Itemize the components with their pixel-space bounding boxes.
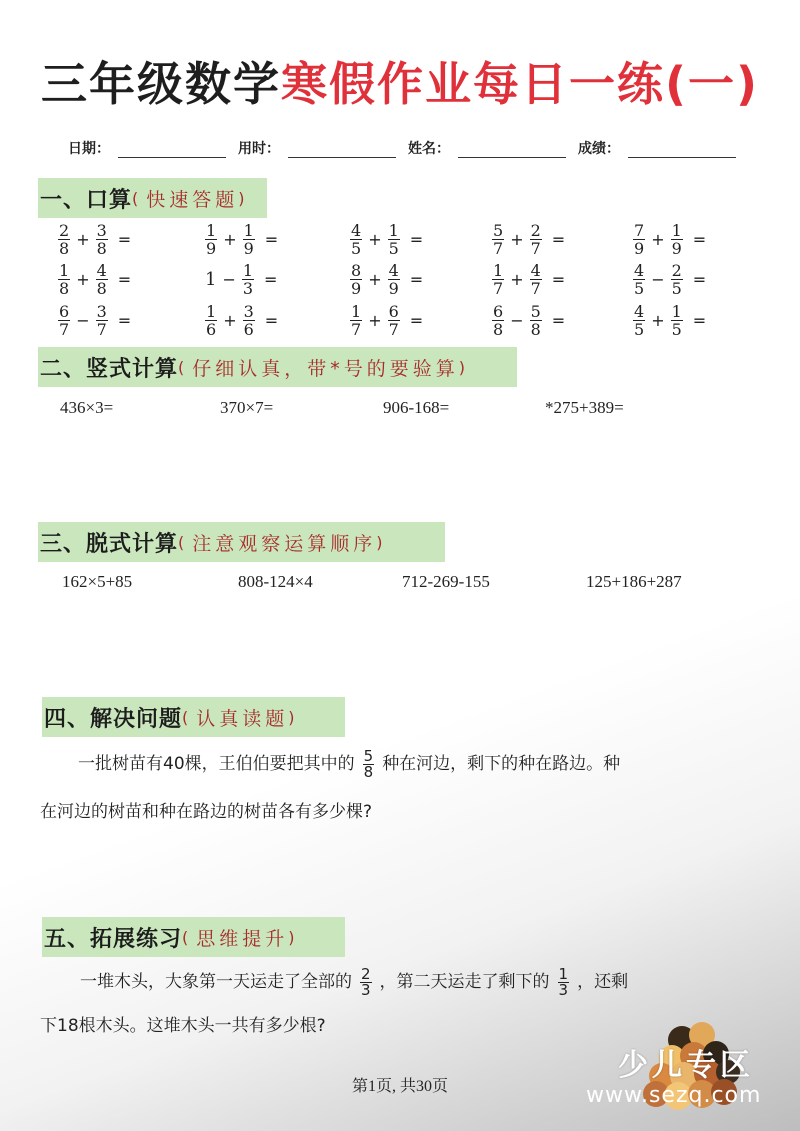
fraction bbox=[58, 222, 70, 257]
denominator: 5 bbox=[634, 279, 645, 298]
section-4-banner bbox=[42, 697, 345, 737]
whole-number: 1 bbox=[205, 269, 217, 290]
denominator: 5 bbox=[351, 239, 362, 258]
denominator: 8 bbox=[363, 762, 374, 781]
text: ，还剩 bbox=[577, 972, 629, 992]
date-label: 日期： bbox=[68, 141, 110, 157]
numerator: 2 bbox=[361, 964, 371, 983]
fraction bbox=[242, 262, 254, 297]
numerator: 5 bbox=[363, 746, 374, 765]
step-calc-2: 808-124×4 bbox=[238, 572, 313, 591]
fraction bbox=[350, 303, 362, 338]
watermark-brand: 少儿专区 bbox=[618, 1048, 754, 1083]
equals-sign: = bbox=[117, 311, 132, 330]
fraction bbox=[350, 262, 362, 297]
numerator: 1 bbox=[206, 302, 217, 321]
numerator: 2 bbox=[671, 261, 682, 280]
numerator: 2 bbox=[530, 221, 541, 240]
paren: ) bbox=[376, 532, 383, 552]
section-3-banner bbox=[38, 522, 445, 562]
denominator: 7 bbox=[59, 320, 70, 339]
paren: ( bbox=[178, 357, 185, 377]
mental-math-problem bbox=[633, 222, 706, 257]
denominator: 9 bbox=[388, 279, 399, 298]
score-blank[interactable] bbox=[628, 141, 736, 158]
fraction bbox=[530, 222, 542, 257]
equals-sign: = bbox=[264, 311, 279, 330]
fraction bbox=[96, 262, 108, 297]
denominator: 8 bbox=[96, 239, 107, 258]
score-label: 成绩： bbox=[578, 141, 620, 157]
paren: ) bbox=[458, 357, 466, 377]
text: ，第二天运走了剩下的 bbox=[379, 972, 550, 992]
info-row bbox=[68, 138, 768, 158]
date-blank[interactable] bbox=[118, 141, 226, 158]
equals-sign: = bbox=[551, 230, 566, 249]
fraction bbox=[633, 262, 645, 297]
equals-sign: = bbox=[117, 270, 132, 289]
operator: + bbox=[223, 311, 237, 330]
equals-sign: = bbox=[551, 311, 566, 330]
fraction bbox=[388, 262, 400, 297]
fraction bbox=[492, 303, 504, 338]
operator: + bbox=[223, 230, 237, 249]
mental-math-problem bbox=[205, 303, 278, 338]
fraction bbox=[671, 222, 683, 257]
section-5-subtitle: 思维提升 bbox=[196, 927, 289, 950]
paren: ) bbox=[238, 188, 245, 208]
section-2-subtitle: 仔细认真，带*号的要验算 bbox=[192, 357, 459, 380]
numerator: 7 bbox=[634, 221, 645, 240]
mental-math-problem bbox=[633, 303, 706, 338]
numerator: 3 bbox=[243, 302, 254, 321]
paren: ( bbox=[178, 532, 185, 552]
fraction bbox=[205, 303, 217, 338]
operator: + bbox=[368, 270, 382, 289]
vertical-calc-2: 370×7= bbox=[220, 398, 274, 417]
section-2-title: 二、竖式计算 bbox=[40, 356, 179, 382]
fraction bbox=[633, 222, 645, 257]
equals-sign: = bbox=[551, 270, 566, 289]
numerator: 3 bbox=[96, 221, 107, 240]
name-label: 姓名： bbox=[408, 141, 450, 157]
time-used-field[interactable] bbox=[238, 138, 396, 158]
time-used-label: 用时： bbox=[238, 141, 280, 157]
paren: ) bbox=[288, 707, 295, 727]
mental-math-problem bbox=[205, 222, 278, 257]
section-3-title: 三、脱式计算 bbox=[40, 531, 179, 557]
section-3-subtitle: 注意观察运算顺序 bbox=[192, 532, 377, 555]
fraction bbox=[671, 303, 683, 338]
fraction bbox=[530, 262, 542, 297]
numerator: 6 bbox=[388, 302, 399, 321]
mental-math-problem bbox=[350, 262, 423, 297]
fraction bbox=[633, 303, 645, 338]
operator: + bbox=[651, 230, 665, 249]
title-black-part: 三年级数学 bbox=[40, 57, 281, 111]
paren: ( bbox=[182, 707, 189, 727]
mental-math-problem bbox=[633, 262, 706, 297]
fraction bbox=[243, 222, 255, 257]
name-field[interactable] bbox=[408, 138, 566, 158]
numerator: 1 bbox=[671, 302, 682, 321]
equals-sign: = bbox=[692, 311, 707, 330]
denominator: 9 bbox=[634, 239, 645, 258]
numerator: 4 bbox=[96, 261, 107, 280]
text: 种在河边，剩下的种在路边。种 bbox=[382, 754, 621, 774]
denominator: 6 bbox=[206, 320, 217, 339]
paren: ( bbox=[132, 188, 139, 208]
denominator: 9 bbox=[206, 239, 217, 258]
page-indicator: 第1页, 共30页 bbox=[351, 1078, 448, 1095]
numerator: 4 bbox=[530, 261, 541, 280]
section-1-banner bbox=[38, 178, 267, 218]
equals-sign: = bbox=[264, 230, 279, 249]
problem-5-line-2: 下18根木头。这堆木头一共有多少根? bbox=[40, 1016, 326, 1036]
numerator: 4 bbox=[634, 302, 645, 321]
denominator: 8 bbox=[96, 279, 107, 298]
mental-math-problem bbox=[350, 303, 423, 338]
section-2-banner bbox=[38, 347, 517, 387]
denominator: 6 bbox=[243, 320, 254, 339]
numerator: 1 bbox=[493, 261, 504, 280]
operator: + bbox=[651, 311, 665, 330]
text: 一堆木头，大象第一天运走了全部的 bbox=[80, 972, 352, 992]
fraction bbox=[671, 262, 683, 297]
equals-sign: = bbox=[264, 270, 278, 289]
section-1-subtitle: 快速答题 bbox=[146, 188, 239, 211]
paren: ( bbox=[182, 927, 189, 947]
denominator: 9 bbox=[351, 279, 362, 298]
denominator: 7 bbox=[530, 239, 541, 258]
mental-math-problem bbox=[492, 303, 565, 338]
denominator: 5 bbox=[634, 320, 645, 339]
section-4-subtitle: 认真读题 bbox=[196, 707, 289, 730]
denominator: 5 bbox=[671, 320, 682, 339]
mental-math-problem bbox=[58, 222, 131, 257]
paren: ) bbox=[288, 927, 295, 947]
denominator: 7 bbox=[388, 320, 399, 339]
score-field[interactable] bbox=[578, 138, 736, 158]
section-5-banner bbox=[42, 917, 345, 957]
equals-sign: = bbox=[117, 230, 132, 249]
numerator: 4 bbox=[351, 221, 362, 240]
numerator: 1 bbox=[351, 302, 362, 321]
fraction bbox=[558, 964, 570, 999]
denominator: 3 bbox=[242, 279, 254, 298]
equals-sign: = bbox=[409, 311, 424, 330]
fraction bbox=[492, 222, 504, 257]
denominator: 8 bbox=[59, 239, 70, 258]
numerator: 3 bbox=[96, 302, 107, 321]
numerator: 8 bbox=[351, 261, 362, 280]
numerator: 1 bbox=[242, 261, 254, 280]
vertical-calc-1: 436×3= bbox=[60, 398, 114, 417]
denominator: 7 bbox=[493, 279, 504, 298]
numerator: 6 bbox=[59, 302, 70, 321]
operator: − bbox=[510, 311, 524, 330]
fraction bbox=[492, 262, 504, 297]
numerator: 1 bbox=[59, 261, 70, 280]
numerator: 5 bbox=[530, 302, 541, 321]
equals-sign: = bbox=[409, 230, 424, 249]
text: 一批树苗有40棵，王伯伯要把其中的 bbox=[78, 754, 355, 774]
section-5-title: 五、拓展练习 bbox=[44, 926, 183, 952]
fraction bbox=[243, 303, 255, 338]
operator: + bbox=[76, 270, 90, 289]
page-title bbox=[0, 48, 800, 114]
name-blank[interactable] bbox=[458, 141, 566, 158]
fraction bbox=[96, 303, 108, 338]
date-field[interactable] bbox=[68, 138, 226, 158]
numerator: 1 bbox=[558, 964, 569, 983]
fraction bbox=[205, 222, 217, 257]
numerator: 2 bbox=[59, 221, 70, 240]
fraction bbox=[58, 303, 70, 338]
mental-math-problem bbox=[205, 262, 277, 297]
denominator: 9 bbox=[671, 239, 682, 258]
watermark-url: www.sezq.com bbox=[586, 1083, 762, 1108]
operator: + bbox=[510, 230, 524, 249]
section-4-title: 四、解决问题 bbox=[44, 706, 183, 732]
denominator: 8 bbox=[493, 320, 504, 339]
operator: + bbox=[368, 311, 382, 330]
title-red-part: 寒假作业每日一练(一) bbox=[280, 57, 760, 111]
equals-sign: = bbox=[692, 230, 707, 249]
problem-5-line-1 bbox=[80, 958, 628, 1006]
operator: + bbox=[76, 230, 90, 249]
denominator: 3 bbox=[361, 980, 371, 999]
fraction bbox=[530, 303, 542, 338]
denominator: 7 bbox=[530, 279, 541, 298]
fraction bbox=[58, 262, 70, 297]
denominator: 5 bbox=[671, 279, 682, 298]
denominator: 7 bbox=[351, 320, 362, 339]
equals-sign: = bbox=[692, 270, 707, 289]
step-calc-3: 712-269-155 bbox=[402, 572, 490, 591]
denominator: 9 bbox=[243, 239, 254, 258]
operator: + bbox=[510, 270, 524, 289]
numerator: 1 bbox=[388, 221, 399, 240]
mental-math-problem bbox=[492, 222, 565, 257]
step-calc-1: 162×5+85 bbox=[62, 572, 133, 591]
problem-4-line-2: 在河边的树苗和种在路边的树苗各有多少棵? bbox=[40, 802, 373, 822]
fraction bbox=[388, 222, 400, 257]
operator: − bbox=[76, 311, 90, 330]
fraction bbox=[388, 303, 400, 338]
fraction bbox=[350, 222, 362, 257]
mental-math-problem bbox=[350, 222, 423, 257]
numerator: 1 bbox=[243, 221, 254, 240]
fraction bbox=[96, 222, 108, 257]
numerator: 6 bbox=[493, 302, 504, 321]
fraction bbox=[363, 746, 375, 781]
numerator: 4 bbox=[388, 261, 399, 280]
vertical-calc-3: 906-168= bbox=[383, 398, 450, 417]
mental-math-problem bbox=[58, 262, 131, 297]
mental-math-problem bbox=[492, 262, 565, 297]
numerator: 1 bbox=[206, 221, 217, 240]
numerator: 5 bbox=[493, 221, 504, 240]
operator: − bbox=[222, 270, 236, 289]
denominator: 8 bbox=[59, 279, 70, 298]
denominator: 5 bbox=[388, 239, 399, 258]
section-1-title: 一、口算 bbox=[40, 187, 133, 213]
fraction bbox=[360, 964, 372, 999]
numerator: 1 bbox=[671, 221, 682, 240]
numerator: 4 bbox=[634, 261, 645, 280]
denominator: 7 bbox=[493, 239, 504, 258]
operator: + bbox=[368, 230, 382, 249]
mental-math-problem bbox=[58, 303, 131, 338]
operator: − bbox=[651, 270, 665, 289]
equals-sign: = bbox=[409, 270, 424, 289]
step-calc-4: 125+186+287 bbox=[586, 572, 682, 591]
denominator: 3 bbox=[558, 980, 569, 999]
vertical-calc-4: *275+389= bbox=[545, 398, 624, 417]
denominator: 7 bbox=[96, 320, 107, 339]
time-used-blank[interactable] bbox=[288, 141, 396, 158]
denominator: 8 bbox=[530, 320, 541, 339]
problem-4-line-1 bbox=[78, 740, 620, 788]
